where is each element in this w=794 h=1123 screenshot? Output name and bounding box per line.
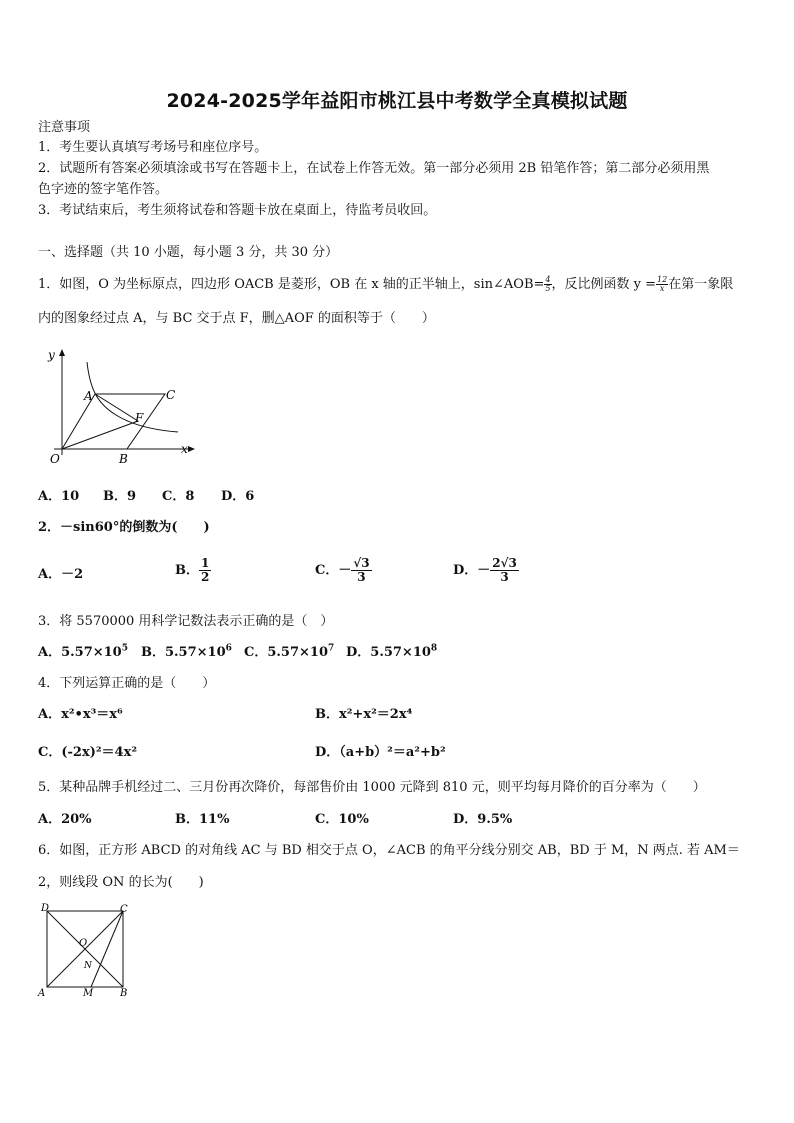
label-b: B	[119, 452, 128, 466]
q1-text-b: ，反比例函数 y =	[551, 277, 657, 292]
q1-option-a: A．10	[38, 489, 80, 504]
q2-b-num: 1	[201, 556, 210, 570]
label-f: F	[135, 411, 144, 425]
q1-option-b: B．9	[103, 489, 137, 504]
q3-option-c	[244, 645, 334, 661]
q2-b-den: 2	[201, 570, 210, 584]
q3-c-base: C．5.57×10	[244, 645, 328, 660]
q1-k-den: x	[659, 284, 665, 293]
q6-figure	[36, 900, 136, 1000]
q5-option-b: B．11%	[175, 812, 230, 827]
label-c: C	[166, 388, 176, 402]
x-axis-arrow	[188, 446, 195, 452]
notice-item-2: 2．试题所有答案必须填涂或书写在答题卡上，在试卷上作答无效。第一部分必须用 2B 铅笔作答；第二部分必须用黑	[38, 161, 710, 176]
label-o: O	[50, 452, 60, 466]
q3-stem: 3．将 5570000 用科学记数法表示正确的是（ ）	[38, 614, 334, 629]
q1-figure	[40, 342, 200, 467]
q3-d-base: D．5.57×10	[346, 645, 431, 660]
q4-option-c: C．(-2x)²＝4x²	[38, 745, 138, 760]
label-x: x	[181, 442, 188, 456]
q2-d-label: D．－	[453, 563, 491, 578]
notice-item-3: 3．考试结束后，考生须将试卷和答题卡放在桌面上，待监考员收回。	[38, 203, 437, 218]
segment-af	[95, 394, 138, 421]
q3-option-b	[141, 645, 232, 661]
label-d: D	[41, 903, 50, 914]
q1-text-c: 在第一象限	[668, 277, 734, 292]
q4-option-a: A．x²•x³＝x⁶	[38, 707, 123, 722]
q1-k-fraction	[656, 276, 668, 293]
label-m: M	[83, 988, 94, 999]
q4-option-b: B．x²+x²＝2x⁴	[315, 707, 413, 722]
q2-c-den: 3	[357, 570, 366, 584]
q4-option-d: D．（a+b）²＝a²+b²	[315, 745, 446, 760]
q5-option-d: D．9.5%	[453, 812, 513, 827]
q2-c-fraction	[351, 557, 371, 584]
section-heading: 一、选择题（共 10 小题，每小题 3 分，共 30 分）	[38, 245, 339, 260]
rhombus-oacb	[62, 394, 165, 449]
q1-option-c: C．8	[162, 489, 195, 504]
q5-option-a: A．20%	[38, 812, 92, 827]
q3-b-base: B．5.57×10	[141, 645, 226, 660]
q2-option-d	[453, 557, 519, 584]
q1-line1	[38, 276, 733, 293]
q3-b-exp: 6	[225, 643, 232, 654]
q1-sin-num: 4	[545, 275, 551, 284]
q5-option-c: C．10%	[315, 812, 369, 827]
q2-option-b	[175, 557, 211, 584]
q5-stem: 5．某种品牌手机经过二、三月份再次降价，每部售价由 1000 元降到 810 元，则平均每月降价的百分率为（ ）	[38, 780, 706, 795]
label-a: A	[84, 389, 93, 403]
page-title: 2024-2025学年益阳市桃江县中考数学全真模拟试题	[166, 90, 628, 112]
q3-a-exp: 5	[121, 643, 128, 654]
q2-c-num: √3	[353, 556, 370, 570]
label-c: C	[120, 904, 128, 915]
label-o: O	[79, 938, 88, 949]
notice-item-1: 1．考生要认真填写考场号和座位序号。	[38, 140, 268, 155]
label-y: y	[48, 348, 55, 362]
q1-sin-fraction	[544, 276, 551, 293]
segment-of	[62, 421, 138, 449]
y-axis-arrow	[59, 349, 65, 356]
q3-option-a	[38, 645, 128, 661]
q2-stem: 2．－sin60°的倒数为( )	[38, 520, 210, 535]
q2-option-c	[315, 557, 372, 584]
q3-d-exp: 8	[430, 643, 438, 654]
q1-sin-den: 5	[545, 284, 551, 293]
q3-option-d	[346, 645, 437, 661]
label-b: B	[120, 988, 128, 999]
q3-c-exp: 7	[328, 643, 335, 654]
q1-line2: 内的图象经过点 A，与 BC 交于点 F，删△AOF 的面积等于（ ）	[38, 311, 435, 326]
q6-line2: 2，则线段 ON 的长为( )	[38, 875, 204, 890]
label-a: A	[38, 988, 46, 999]
q1-option-d: D．6	[221, 489, 255, 504]
q2-b-fraction	[199, 557, 211, 584]
notice-heading: 注意事项	[38, 120, 91, 135]
q1-text-a: 1．如图，O 为坐标原点，四边形 OACB 是菱形，OB 在 x 轴的正半轴上，sin∠AOB=	[38, 277, 545, 292]
q2-d-den: 3	[500, 570, 509, 584]
q2-c-label: C．－	[315, 563, 352, 578]
q4-stem: 4．下列运算正确的是（ ）	[38, 676, 216, 691]
q1-k-num: 12	[657, 275, 668, 284]
q2-option-a: A．－2	[38, 567, 84, 582]
bisector-cm	[91, 911, 123, 987]
q6-line1: 6．如图，正方形 ABCD 的对角线 AC 与 BD 相交于点 O，∠ACB 的角平分线分别交 AB，BD 于 M，N 两点. 若 AM＝	[38, 843, 740, 858]
q2-d-fraction	[490, 557, 519, 584]
q3-a-base: A．5.57×10	[38, 645, 122, 660]
q2-d-num: 2√3	[492, 556, 517, 570]
label-n: N	[84, 961, 92, 971]
notice-item-2-cont: 色字迹的签字笔作答。	[38, 182, 169, 197]
q2-b-label: B．	[175, 563, 199, 578]
